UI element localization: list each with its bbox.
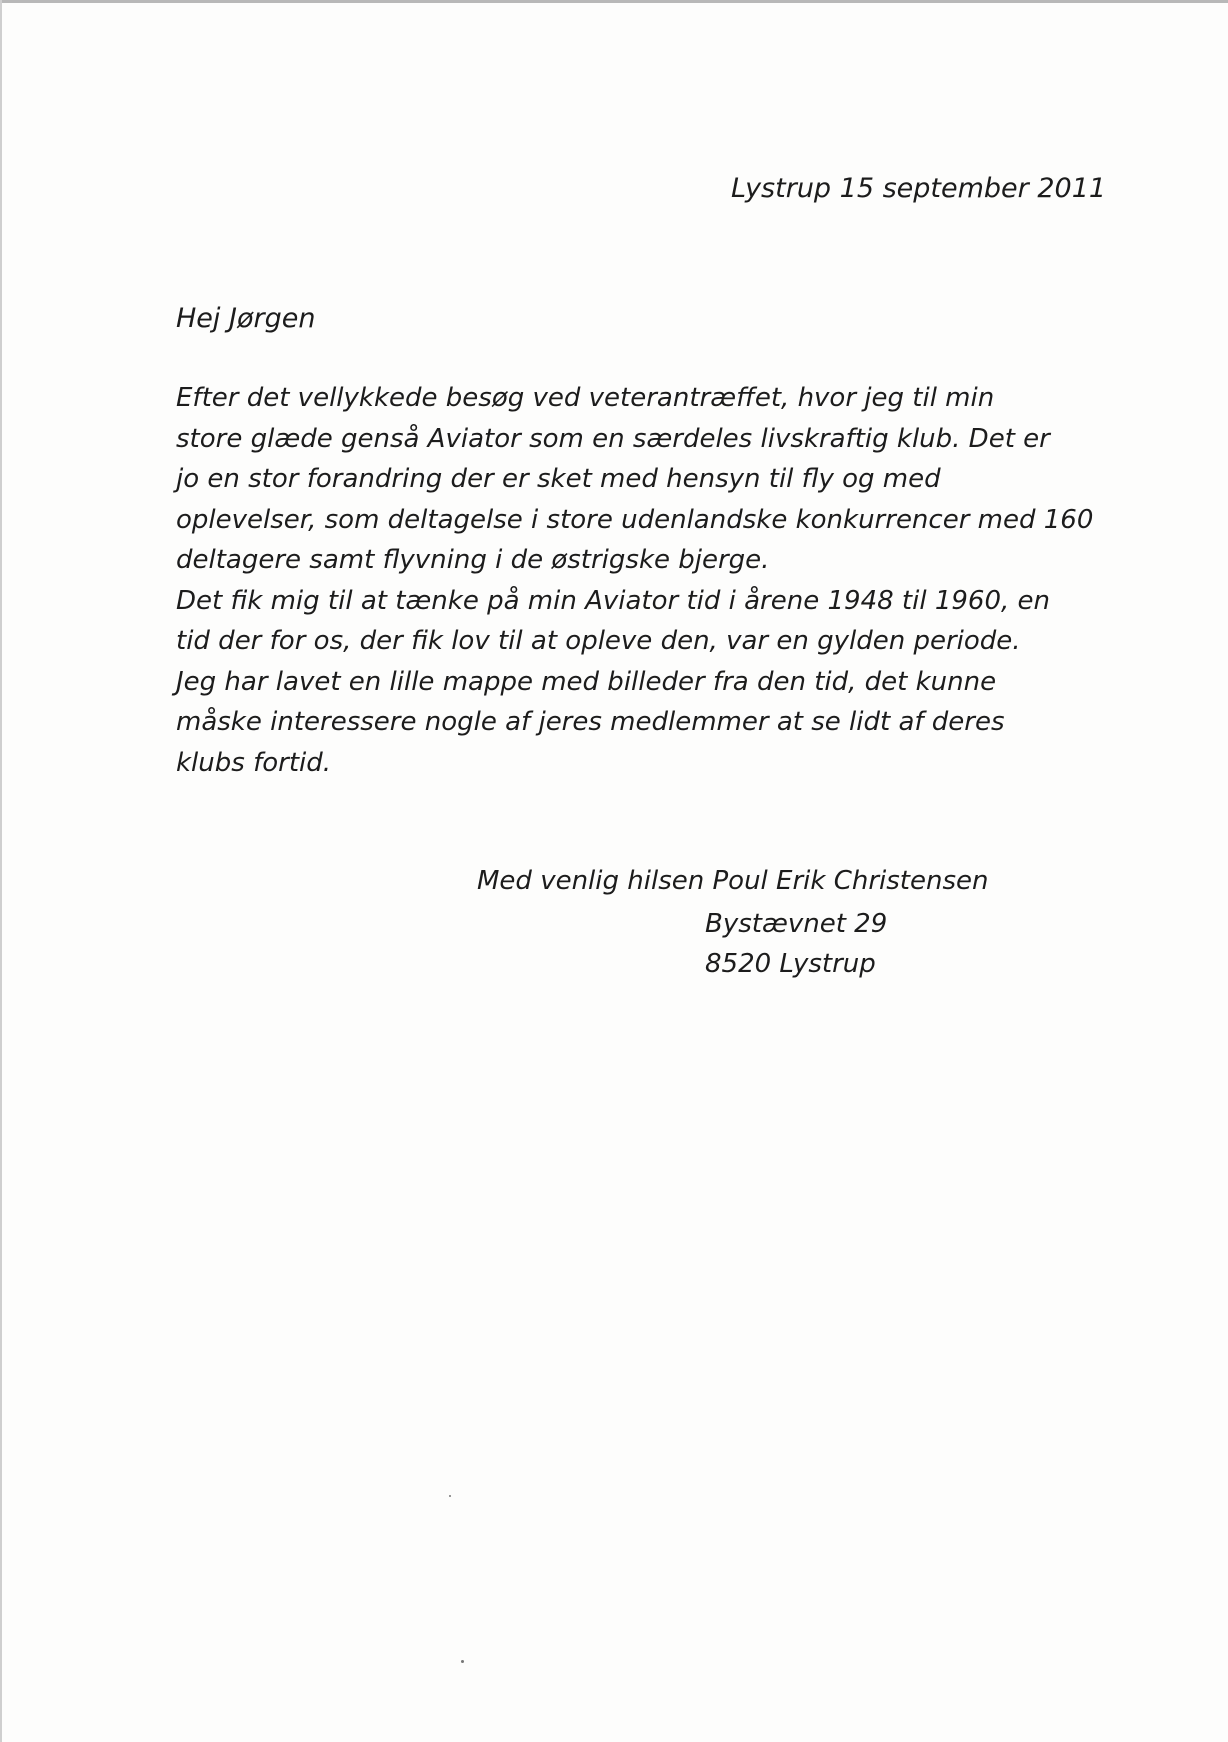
body-line: deltagere samt flyvning i de østrigske bjerge. — [176, 545, 770, 575]
body-line: Det fik mig til at tænke på min Aviator tid i årene 1948 til 1960, en — [176, 585, 1050, 616]
letter-closing-signature: Med venlig hilsen Poul Erik Christensen — [477, 866, 989, 896]
body-line: oplevelser, som deltagelse i store udenlandske konkurrencer med 160 — [176, 504, 1094, 535]
body-line: Efter det vellykkede besøg ved veterantræffet, hvor jeg til min — [176, 383, 995, 413]
body-line: måske interessere nogle af jeres medlemmer at se lidt af deres — [176, 707, 1005, 737]
sender-address — [705, 904, 887, 984]
body-line: klubs fortid. — [176, 747, 332, 778]
body-line: Jeg har lavet en lille mappe med billeder fra den tid, det kunne — [176, 666, 997, 697]
letter-body — [176, 378, 1136, 783]
letter-greeting: Hej Jørgen — [176, 303, 316, 334]
address-city: 8520 Lystrup — [705, 949, 876, 979]
address-street: Bystævnet 29 — [705, 909, 888, 939]
scan-speck — [449, 1495, 451, 1497]
body-line: store glæde genså Aviator som en særdeles livskraftig klub. Det er — [176, 423, 1050, 454]
body-line: tid der for os, der fik lov til at opleve den, var en gylden periode. — [176, 626, 1021, 656]
letter-date: Lystrup 15 september 2011 — [731, 173, 1107, 204]
scan-top-edge — [0, 0, 1228, 3]
scan-left-edge — [0, 0, 2, 1742]
body-line: jo en stor forandring der er sket med hensyn til fly og med — [176, 464, 941, 494]
scan-speck — [461, 1660, 464, 1663]
